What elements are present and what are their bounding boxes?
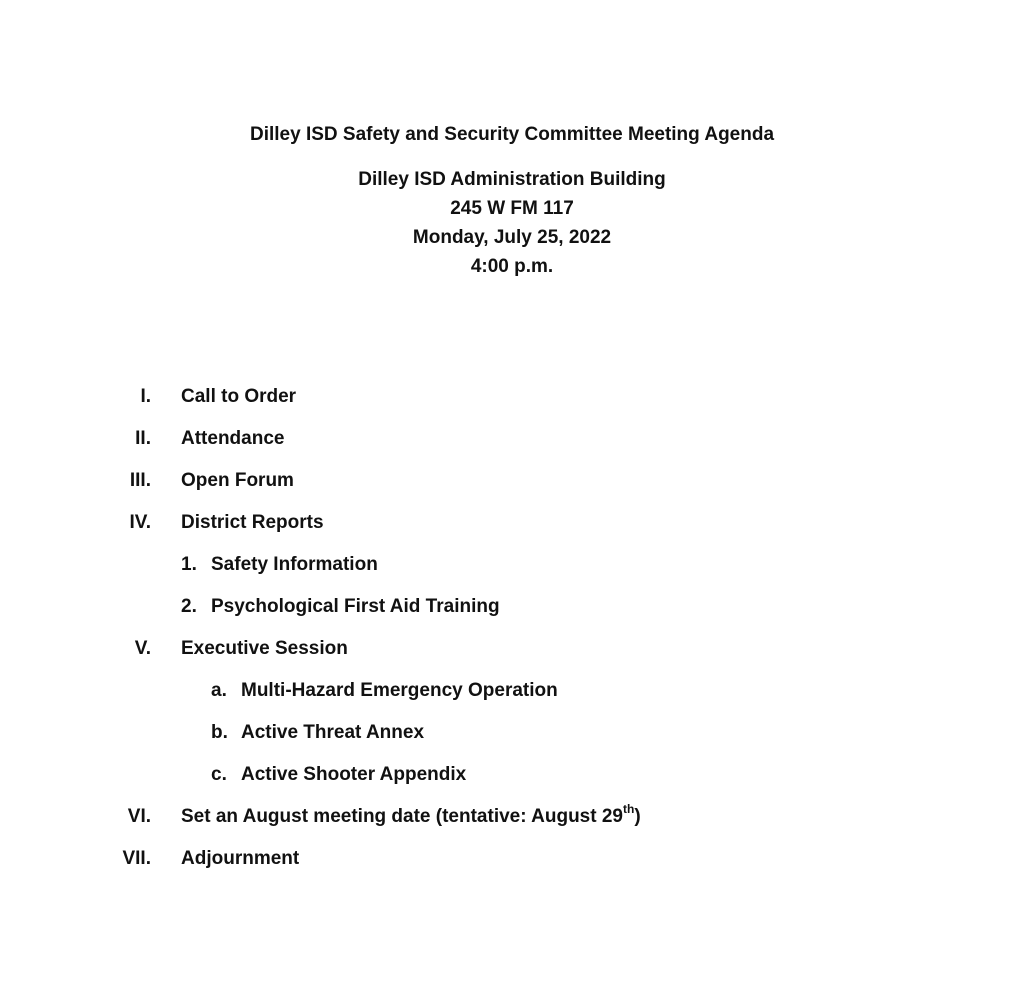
agenda-subitem-marker: a. [211, 680, 227, 701]
agenda-item-open-forum [0, 466, 1024, 508]
agenda-item-attendance [0, 424, 1024, 466]
agenda-subitem-marker: 1. [181, 554, 197, 575]
meeting-time: 4:00 p.m. [470, 256, 554, 277]
agenda-subitem-marker: 2. [181, 596, 197, 617]
meeting-location: Dilley ISD Administration Building [358, 169, 666, 190]
agenda-item-text: Attendance [181, 428, 285, 449]
agenda-numeral: I. [140, 386, 151, 407]
agenda-item-executive-session [0, 634, 1024, 676]
agenda-subitem-active-shooter [0, 760, 1024, 802]
agenda-item-text: District Reports [181, 512, 324, 533]
meeting-details [0, 165, 1024, 281]
agenda-item-district-reports [0, 508, 1024, 550]
agenda-numeral: II. [135, 428, 151, 449]
agenda-list [0, 382, 1024, 886]
agenda-item-text-close: ) [634, 806, 641, 827]
agenda-numeral: III. [129, 470, 151, 491]
agenda-subitem-marker: b. [211, 722, 228, 743]
agenda-item-adjournment [0, 844, 1024, 886]
agenda-subitem-text: Active Shooter Appendix [241, 764, 467, 785]
agenda-numeral: IV. [129, 512, 151, 533]
agenda-subitem-active-threat [0, 718, 1024, 760]
agenda-numeral: V. [134, 638, 151, 659]
agenda-subitem-psychological-first-aid [0, 592, 1024, 634]
agenda-item-text-main: Set an August meeting date (tentative: August 29 [181, 806, 623, 827]
agenda-subitem-safety-information [0, 550, 1024, 592]
agenda-item-text: Executive Session [181, 638, 348, 659]
agenda-item-text: Open Forum [181, 470, 294, 491]
meeting-date: Monday, July 25, 2022 [412, 227, 612, 248]
agenda-subitem-marker: c. [211, 764, 227, 785]
agenda-subitem-text: Multi-Hazard Emergency Operation [241, 680, 558, 701]
ordinal-suffix: th [622, 801, 635, 816]
agenda-subitem-text: Psychological First Aid Training [211, 596, 500, 617]
agenda-item-text: Adjournment [181, 848, 300, 869]
agenda-subitem-multi-hazard [0, 676, 1024, 718]
agenda-subitem-text: Safety Information [211, 554, 378, 575]
agenda-numeral: VI. [127, 806, 151, 827]
agenda-item-august-meeting [0, 802, 1024, 844]
agenda-item-text [181, 802, 641, 832]
agenda-item-text: Call to Order [181, 386, 297, 407]
meeting-address: 245 W FM 117 [450, 198, 574, 219]
agenda-title: Dilley ISD Safety and Security Committee Meeting Agenda [249, 124, 775, 145]
agenda-item-call-to-order [0, 382, 1024, 424]
agenda-numeral: VII. [122, 848, 151, 869]
agenda-subitem-text: Active Threat Annex [241, 722, 425, 743]
